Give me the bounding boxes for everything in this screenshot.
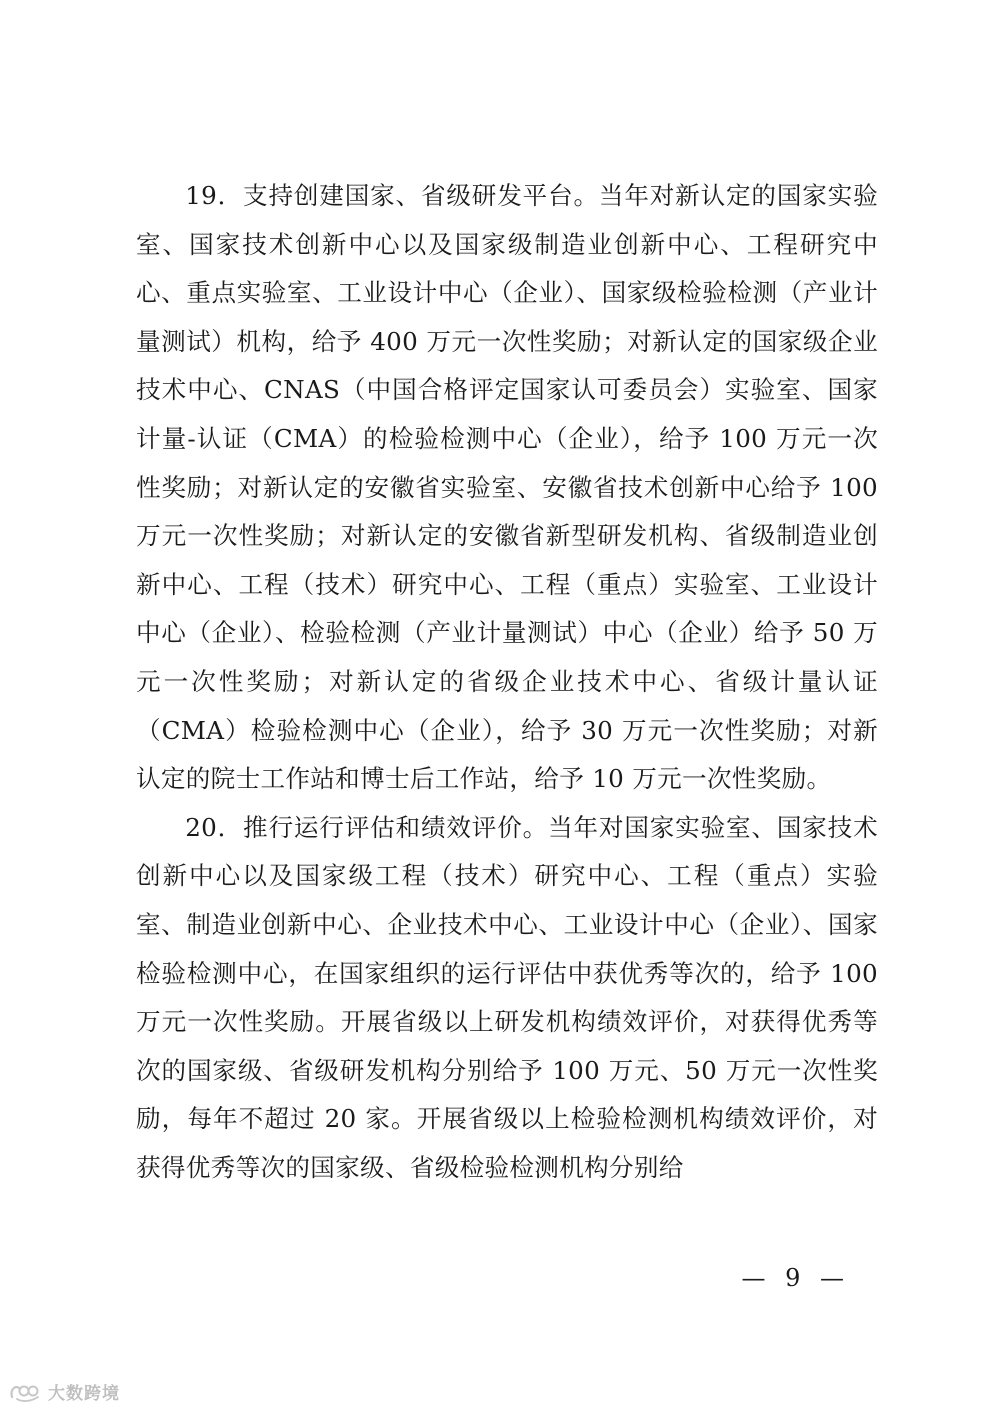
paragraph-20: 20．推行运行评估和绩效评价。当年对国家实验室、国家技术创新中心以及国家级工程（技术）研究中心、工程（重点）实验室、制造业创新中心、企业技术中心、工业设计中心（企业）、国家检验检测中心，在国家组织的运行评估中获优秀等次的，给予 100 万元一次性奖励。开展省级以上研发机构绩效评价，对获得优秀等次的国家级、省级研发机构分别给予 100 万元、50 万元一次性奖励，每年不超过 20 家。开展省级以上检验检测机构绩效评价，对获得优秀等次的国家级、省级检验检测机构分别给	[136, 812, 878, 1182]
watermark	[8, 1379, 120, 1404]
paragraph-19: 19．支持创建国家、省级研发平台。当年对新认定的国家实验室、国家技术创新中心以及国家级制造业创新中心、工程研究中心、重点实验室、工业设计中心（企业）、国家级检验检测（产业计量测试）机构，给予 400 万元一次性奖励；对新认定的国家级企业技术中心、CNAS（中国合格评定国家认可委员会）实验室、国家计量-认证（CMA）的检验检测中心（企业），给予 100 万元一次性奖励；对新认定的安徽省实验室、安徽省技术创新中心给予 100 万元一次性奖励；对新认定的安徽省新型研发机构、省级制造业创新中心、工程（技术）研究中心、工程（重点）实验室、工业设计中心（企业）、检验检测（产业计量测试）中心（企业）给予 50 万元一次性奖励；对新认定的省级企业技术中心、省级计量认证（CMA）检验检测中心（企业），给予 30 万元一次性奖励；对新认定的院士工作站和博士后工作站，给予 10 万元一次性奖励。	[136, 181, 878, 794]
page-number: — 9 —	[741, 1264, 850, 1292]
document-body	[136, 172, 878, 1192]
watermark-text: 大数跨境	[48, 1384, 120, 1404]
brand-logo-icon	[8, 1381, 42, 1403]
